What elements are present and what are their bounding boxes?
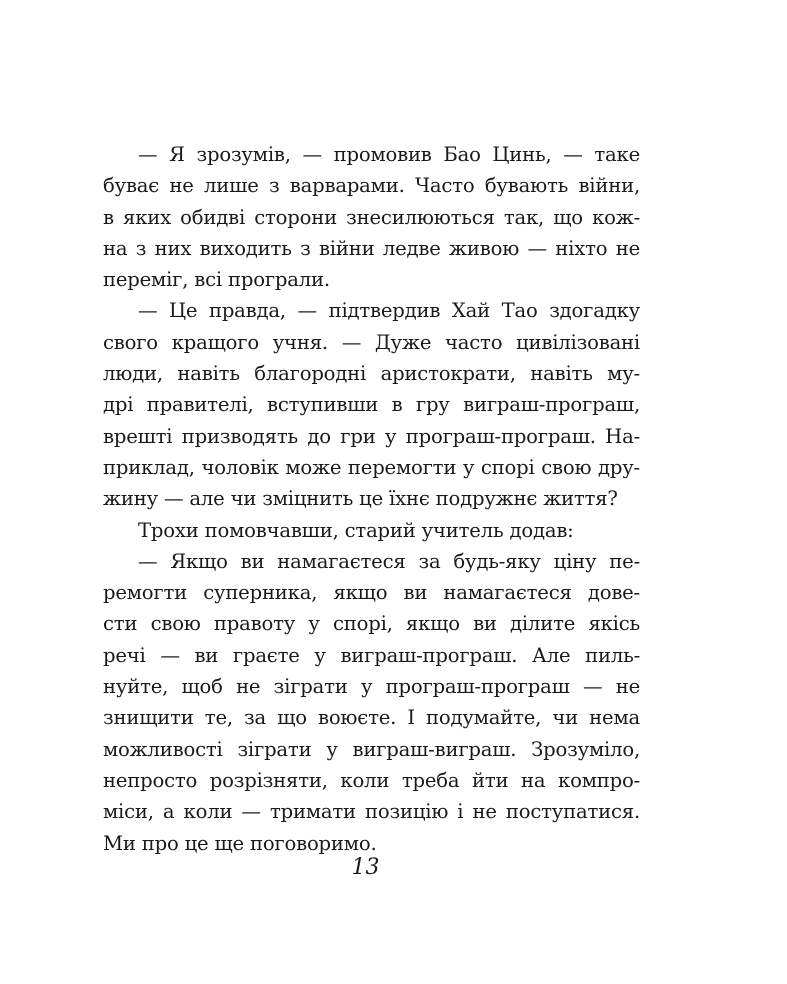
text-line: жину — але чи зміцнить це їхнє подружнє життя? <box>103 487 618 511</box>
body-text <box>103 139 640 859</box>
text-line: знищити те, за що воюєте. І подумайте, чи нема <box>103 706 640 730</box>
page-number <box>0 855 787 880</box>
text-line: — Якщо ви намагаєтеся за будь-яку ціну пе- <box>138 549 640 573</box>
text-line: свого кращого учня. — Дуже часто цивілізовані <box>103 330 640 354</box>
text-line: непросто розрізняти, коли треба йти на компро- <box>103 768 640 792</box>
text-line: Ми про це ще поговоримо. <box>103 831 377 855</box>
text-line: нуйте, щоб не зіграти у програш-програш — не <box>103 675 640 699</box>
text-line: речі — ви граєте у виграш-програш. Але пиль- <box>103 643 640 667</box>
text-line: — Я зрозумів, — промовив Бао Цинь, — таке <box>138 143 640 166</box>
text-line: переміг, всі програли. <box>103 268 330 292</box>
text-line: дрі правителі, вступивши в гру виграш-програш, <box>103 393 640 417</box>
text-line: міси, а коли — тримати позицію і не поступатися. <box>103 800 640 824</box>
text-line: Трохи помовчавши, старий учитель додав: <box>138 518 574 542</box>
text-line: люди, навіть благородні аристократи, навіть му- <box>103 362 640 386</box>
text-line: на з них виходить з війни ледве живою — ніхто не <box>103 236 640 260</box>
text-line: приклад, чоловік може перемогти у спорі свою дру- <box>103 455 640 479</box>
text-line: в яких обидві сторони знесилюються так, що кож- <box>103 205 640 229</box>
page-number-label: 13 <box>351 855 380 880</box>
text-line: врешті призводять до гри у програш-програш. На- <box>103 424 640 448</box>
text-line: — Це правда, — підтвердив Хай Тао здогадку <box>138 299 640 323</box>
text-line: можливості зіграти у виграш-виграш. Зрозуміло, <box>103 737 640 761</box>
text-line: сти свою правоту у спорі, якщо ви ділите якісь <box>103 612 640 636</box>
text-line: ремогти суперника, якщо ви намагаєтеся дове- <box>103 581 640 605</box>
text-line: буває не лише з варварами. Часто бувають війни, <box>103 174 640 198</box>
